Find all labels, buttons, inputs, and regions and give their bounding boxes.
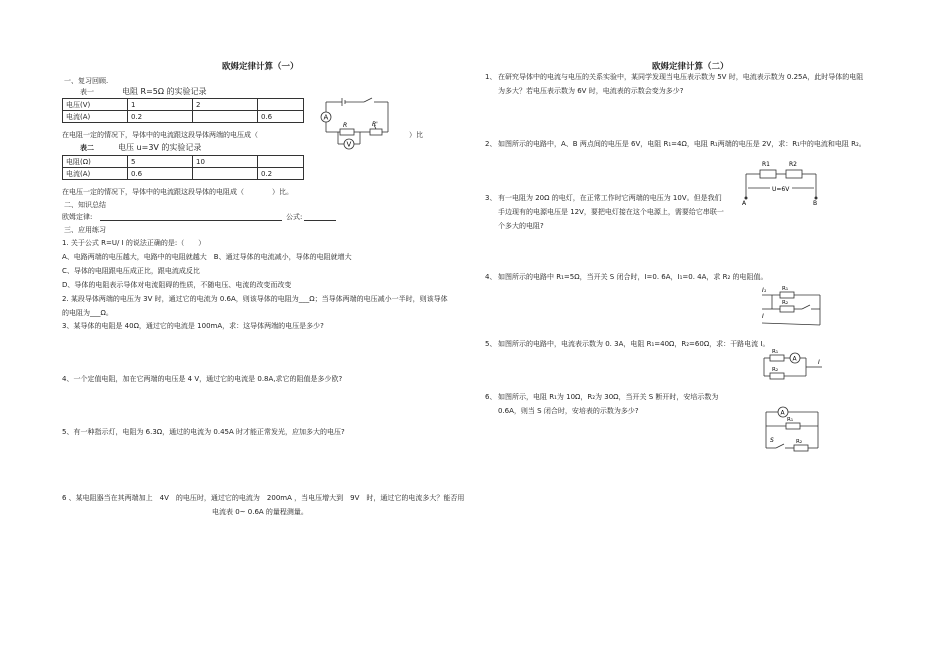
fig5-ammeter-label: A [792, 355, 797, 363]
fig2-a-label: A [742, 200, 747, 206]
table-cell [193, 111, 258, 123]
fig2-r2-label: R2 [789, 161, 797, 168]
r-q3-number: 3、 [485, 194, 497, 202]
circuit-diagram-q2 [742, 154, 822, 206]
law-label: 欧姆定律: [62, 213, 93, 221]
table-row [63, 156, 304, 168]
summary-heading: 二、知识总结 [64, 201, 106, 209]
table-cell: 0.6 [128, 168, 193, 180]
circuit-diagram-q6 [762, 406, 828, 456]
table-row [63, 111, 304, 123]
r-q1-number: 1、 [485, 73, 497, 81]
r-q3-line1: 有一电阻为 20Ω 的电灯，在正常工作时它两端的电压为 10V。但是我们 [498, 194, 722, 202]
fig5-r1-label: R₁ [772, 349, 779, 355]
r-q4-number: 4、 [485, 273, 497, 281]
table-cell [258, 99, 304, 111]
blank1-text: 在电阻一定的情况下，导体中的电流跟这段导体两端的电压成（ [62, 131, 258, 139]
r-q2-number: 2、 [485, 140, 497, 148]
fig4-i1-label: I₁ [762, 287, 767, 294]
q1-option-ab: A、电路两端的电压越大，电路中的电阻就越大 B、通过导体的电流减小，导体的电阻就增大 [62, 253, 352, 261]
table-cell: 电阻(Ω) [63, 156, 128, 168]
table-cell: 2 [193, 99, 258, 111]
r-q1-line2: 为多大？若电压表示数为 6V 时，电流表的示数会变为多少? [498, 87, 684, 95]
q1: 1. 关于公式 R=U/ I 的说法正确的是:（ ） [62, 239, 206, 247]
table-cell: 电压(V) [63, 99, 128, 111]
fig2-b-label: B [813, 200, 818, 206]
fig4-i-label: I [762, 313, 764, 320]
table1-caption: 电阻 R=5Ω 的实验记录 [122, 87, 207, 96]
blank1-end: ）比 [409, 131, 423, 139]
table-cell: 电流(A) [63, 111, 128, 123]
fig6-s-label: S [770, 437, 774, 444]
voltmeter-label: V [346, 140, 352, 149]
table1 [62, 98, 304, 123]
table-cell: 0.6 [258, 111, 304, 123]
fig6-r1-label: R₁ [787, 417, 794, 423]
fig6-r2-label: R₂ [796, 439, 803, 445]
circuit-diagram-q4 [758, 285, 828, 329]
q1-option-c: C、导体的电阻跟电压成正比，跟电流成反比 [62, 267, 200, 275]
q4: 4、一个定值电阻，加在它两端的电压是 4 V，通过它的电流是 0.8A,求它的阻值是多少欧? [62, 375, 343, 383]
table-row [63, 168, 304, 180]
circuit-diagram-q5 [760, 346, 828, 388]
right-title: 欧姆定律计算（二） [652, 62, 729, 72]
fig2-r1-label: R1 [762, 161, 770, 168]
table2 [62, 155, 304, 180]
q2-line1: 2. 某段导体两端的电压为 3V 时，通过它的电流为 0.6A，则该导体的电阻为___Ω；当导体两端的电压减小一半时，则该导体 [62, 295, 448, 303]
q3: 3、某导体的电阻是 40Ω，通过它的电流是 100mA，求：这导体两端的电压是多少? [62, 322, 324, 330]
blank2-text: 在电压一定的情况下，导体中的电流跟这段导体的电阻成（ ）比。 [62, 188, 293, 196]
table-cell: 电流(A) [63, 168, 128, 180]
fig2-u-label: U=6V [772, 186, 790, 193]
ammeter-label: A [323, 113, 329, 122]
r-q4: 如图所示的电路中 R₁=5Ω，当开关 S 闭合时，I=0. 6A，I₁=0. 4A，求 R₂ 的电阻值。 [498, 273, 768, 281]
r-q6-line1: 如图所示，电阻 R₁为 10Ω，R₂为 30Ω，当开关 S 断开时，安培示数为 [498, 393, 719, 401]
r-q5: 如图所示的电路中，电流表示数为 0. 3A，电阻 R₁=40Ω，R₂=60Ω，求：干路电流 I。 [498, 340, 770, 348]
table-cell [258, 156, 304, 168]
table-cell: 5 [128, 156, 193, 168]
r-q3-line2: 手边现有的电源电压是 12V，要把电灯接在这个电源上，需要给它串联一 [498, 208, 724, 216]
q5: 5、有一种指示灯，电阻为 6.3Ω，通过的电流为 0.45A 时才能正常发光，应加多大的电压? [62, 428, 345, 436]
q1-option-d: D、导体的电阻表示导体对电流阻碍的性质，不随电压、电流的改变而改变 [62, 281, 292, 289]
fig5-r2-label: R₂ [772, 367, 779, 373]
table-cell: 1 [128, 99, 193, 111]
r-q2: 如图所示的电路中，A、B 两点间的电压是 6V，电阻 R₁=4Ω，电阻 R₁两端的电压是 2V，求：R₁中的电流和电阻 R₂。 [498, 140, 866, 148]
table-cell: 10 [193, 156, 258, 168]
r-q3-line3: 个多大的电阻? [498, 222, 544, 230]
resistor-label: R [343, 122, 348, 129]
table2-caption: 电压 u=3V 的实验记录 [118, 143, 202, 152]
table-cell: 0.2 [258, 168, 304, 180]
formula-label: 公式: [286, 213, 303, 221]
table-cell: 0.2 [128, 111, 193, 123]
practice-heading: 三、应用练习 [64, 226, 106, 234]
fig5-i-label: I [818, 359, 820, 366]
r-q6-line2: 0.6A，则当 S 闭合时，安培表的示数为多少? [498, 407, 639, 415]
table-cell [193, 168, 258, 180]
left-title: 欧姆定律计算（一） [222, 62, 299, 72]
table1-caption-prefix: 表一 [80, 88, 94, 96]
circuit-diagram-left [318, 92, 398, 152]
q6-line1: 6 、某电阻器当在其两端加上 4V 的电压时，通过它的电流为 200mA ，当电压增大到 9V 时，通过它的电流多大？能否用 [62, 494, 465, 502]
table-row [63, 99, 304, 111]
formula-blank[interactable] [304, 220, 336, 221]
q2-line2: 的电阻为___Ω。 [62, 309, 113, 317]
r-q6-number: 6、 [485, 393, 497, 401]
review-heading: 一、复习回顾. [64, 77, 109, 85]
rheostat-label: R' [372, 121, 378, 128]
r-q1-line1: 在研究导体中的电流与电压的关系实验中，某同学发现当电压表示数为 5V 时，电流表示数为 0.25A，此时导体的电阻 [498, 73, 864, 81]
q6-line2: 电流表 0~ 0.6A 的量程测量。 [212, 508, 308, 516]
table2-caption-prefix: 表二 [80, 144, 94, 152]
fig6-ammeter-label: A [780, 409, 785, 417]
fig4-r1-label: R₁ [782, 286, 789, 292]
r-q5-number: 5、 [485, 340, 497, 348]
law-blank[interactable] [100, 220, 282, 221]
fig4-r2-label: R₂ [782, 300, 789, 306]
